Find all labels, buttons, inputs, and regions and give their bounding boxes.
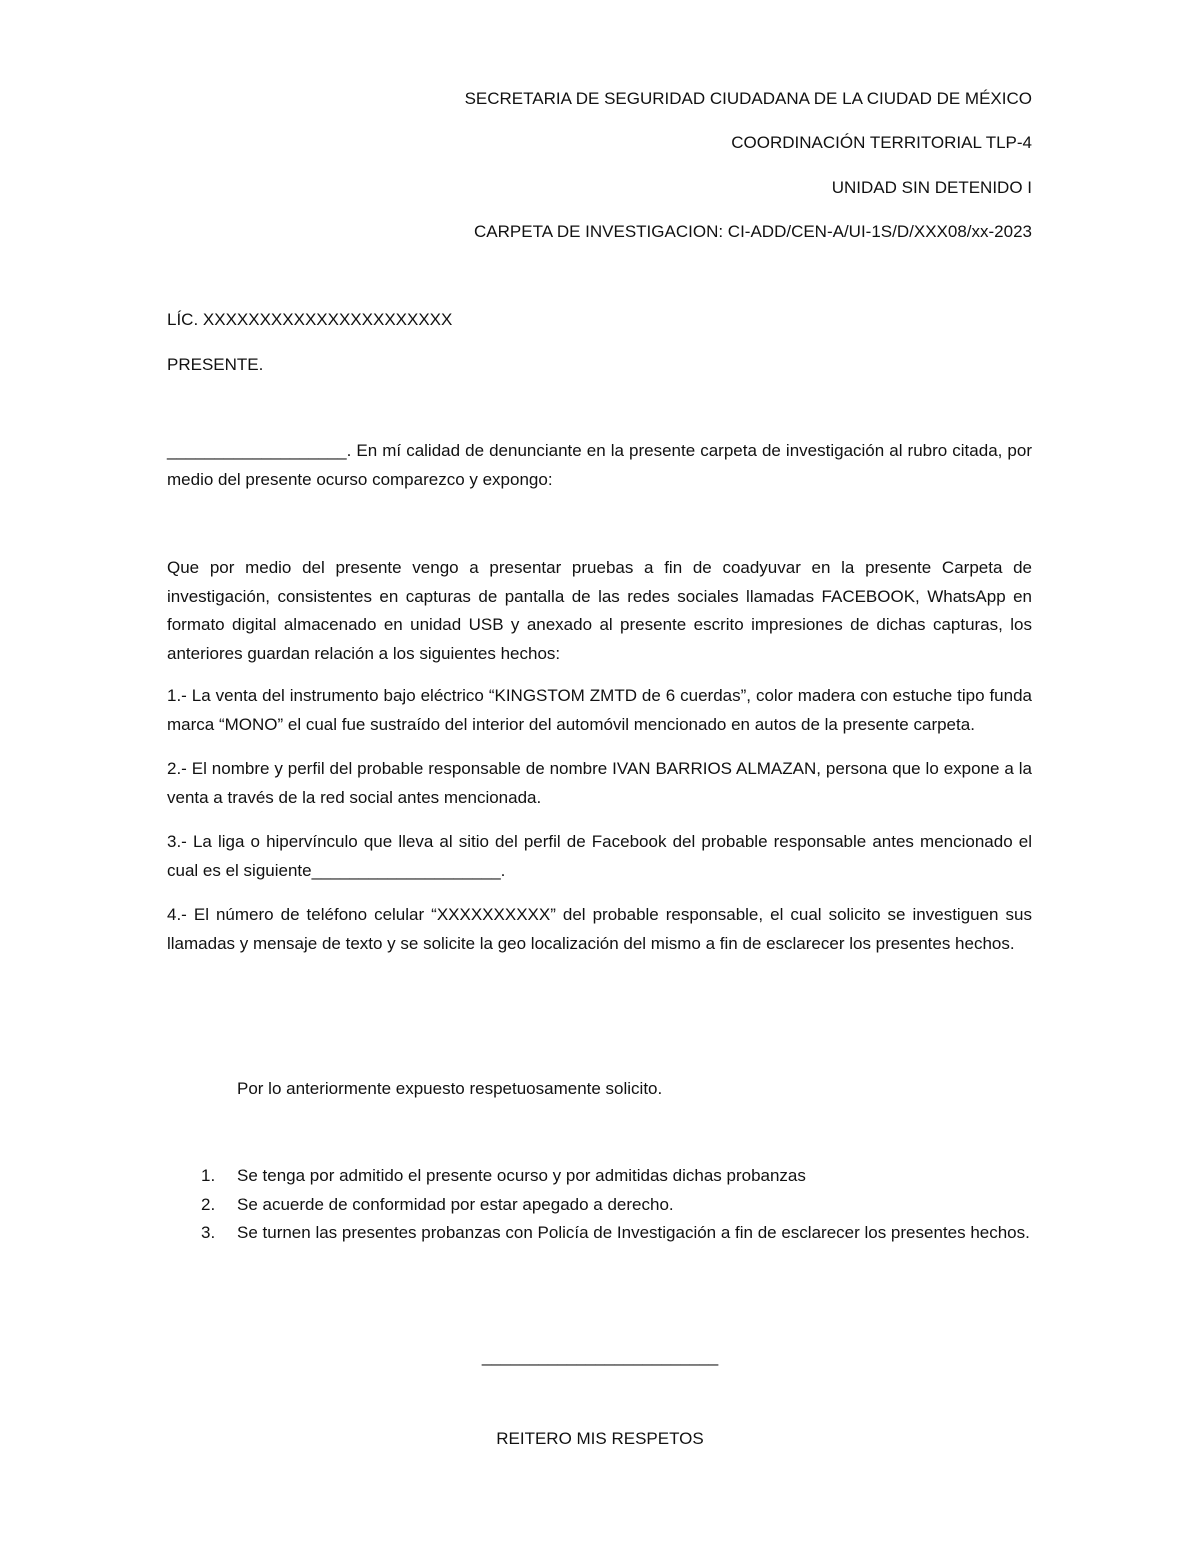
intro-text: ___________________. En mí calidad de denunciante en la presente carpeta de investigación al rubro citada, por medio del presente ocurso comparezco y expongo: [167, 441, 1032, 489]
fact-item-2: 2.- El nombre y perfil del probable responsable de nombre IVAN BARRIOS ALMAZAN, persona que lo expone a la venta a través de la red social antes mencionada. [167, 759, 1032, 807]
fact-item-1: 1.- La venta del instrumento bajo eléctrico “KINGSTOM ZMTD de 6 cuerdas”, color madera con estuche tipo funda marca “MONO” el cual fue sustraído del interior del automóvil mencionado en autos de la presente carpeta. [167, 686, 1032, 734]
fact-item-3: 3.- La liga o hipervínculo que lleva al sitio del perfil de Facebook del probable responsable antes mencionado el cual es el siguiente____________________. [167, 832, 1032, 880]
body-section [167, 554, 1032, 958]
petition-number: 3. [201, 1223, 216, 1242]
request-intro: Por lo anteriormente expuesto respetuosamente solicito. [237, 1079, 663, 1098]
body-main-paragraph: Que por medio del presente vengo a presentar pruebas a fin de coadyuvar en la presente Carpeta de investigación, consistentes en capturas de pantalla de las redes sociales llamadas FACEBOOK, WhatsApp en formato digital almacenado en unidad USB y anexado al presente escrito impresiones de dichas capturas, los anteriores guardan relación a los siguientes hechos: [167, 558, 1032, 663]
header-carpeta: CARPETA DE INVESTIGACION: CI-ADD/CEN-A/UI-1S/D/XXX08/xx-2023 [474, 222, 1032, 241]
petition-item [167, 1191, 1032, 1220]
petition-list [167, 1162, 1032, 1248]
addressee-presente: PRESENTE. [167, 355, 264, 374]
header-coordinacion: COORDINACIÓN TERRITORIAL TLP-4 [731, 133, 1032, 152]
fact-item-4: 4.- El número de teléfono celular “XXXXXXXXXX” del probable responsable, el cual solicito se investiguen sus llamadas y mensaje de texto y se solicite la geo localización del mismo a fin de esclarecer los presentes hechos. [167, 905, 1032, 953]
addressee-name: LÍC. XXXXXXXXXXXXXXXXXXXXXX [167, 310, 453, 329]
header-secretaria: SECRETARIA DE SEGURIDAD CIUDADANA DE LA CIUDAD DE MÉXICO [464, 89, 1032, 108]
header-unidad: UNIDAD SIN DETENIDO I [831, 178, 1032, 197]
petition-text: Se turnen las presentes probanzas con Policía de Investigación a fin de esclarecer los presentes hechos. [237, 1223, 1030, 1242]
intro-paragraph [167, 437, 1032, 494]
petition-text: Se acuerde de conformidad por estar apegado a derecho. [237, 1194, 674, 1214]
petition-item [167, 1219, 1032, 1248]
petition-item [167, 1162, 1032, 1191]
petition-number: 1. [201, 1166, 216, 1185]
signature-line: _________________________ [481, 1347, 719, 1366]
petition-number: 2. [201, 1194, 216, 1214]
petition-text: Se tenga por admitido el presente ocurso y por admitidas dichas probanzas [237, 1166, 806, 1185]
closing-text: REITERO MIS RESPETOS [496, 1429, 704, 1448]
